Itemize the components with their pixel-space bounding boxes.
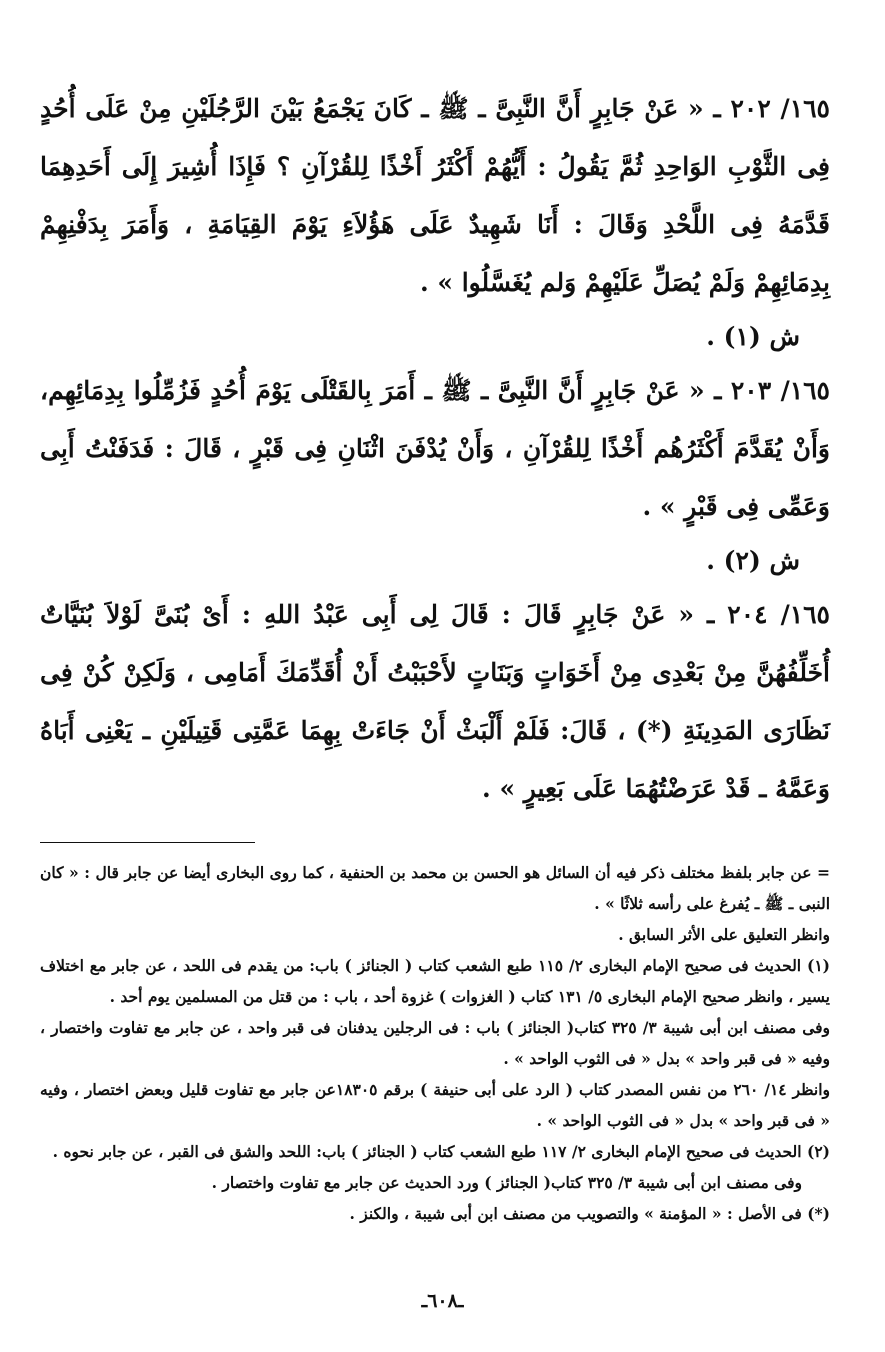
hadith-202: ١٦٥/ ٢٠٢ ـ « عَنْ جَابِرٍ أَنَّ النَّبِىَّ ـ ﷺ ـ كَانَ يَجْمَعُ بَيْنَ الرَّجُلَيْنِ مِنْ عَلَى أُحُدٍ فِى الثَّوْبِ الوَاحِدِ ثُمَّ يَقُولُ : أَيُّهُمْ أَكْثَرُ أَخْذًا لِلقُرْآنِ ؟ فَإِذَا أُشِيرَ إِلَى أَحَدِهِمَا قَدَّمَهُ فِى اللَّحْدِ وَقَالَ : أَنَا شَهِيدٌ عَلَى هَؤُلاَءِ يَوْمَ القِيَامَةِ ، وَأَمَرَ بِدَفْنِهِمْ بِدِمَائِهِمْ وَلَمْ يُصَلِّ عَلَيْهِمْ وَلم يُغَسَّلُوا » .	[40, 94, 830, 297]
footnote-line: وانظر التعليق على الأثر السابق .	[618, 925, 830, 944]
hadith-204: ١٦٥/ ٢٠٤ ـ « عَنْ جَابِرٍ قَالَ : قَالَ لِى أَبِى عَبْدُ اللهِ : أَىْ بُنَىَّ لَوْلاَ بُنَيَّاتٌ أُخَلِّفُهُنَّ مِنْ بَعْدِى مِنْ أَخَوَاتٍ وَبَنَاتٍ لأَحْبَبْتُ أَنْ أُقَدِّمَكَ أَمَامِى ، وَلَكِنْ كُنْ فِى نَظَارَى المَدِينَةِ (*) ، قَالَ: فَلَمْ أَلْبَثْ أَنْ جَاءَتْ بِهِمَا عَمَّتِى قَتِيلَيْنِ ـ يَعْنِى أَبَاهُ وَعَمَّهُ ـ قَدْ عَرَضْتُهُمَا عَلَى بَعِيرٍ » .	[40, 600, 830, 803]
page-body	[40, 80, 830, 1229]
footnote-line: وفى مصنف ابن أبى شيبة ٣/ ٣٢٥ كتاب( الجنائز ) ورد الحديث عن جابر مع تفاوت واختصار .	[211, 1173, 802, 1192]
footnote-line: وانظر ١٤/ ٢٦٠ من نفس المصدر كتاب ( الرد على أبى حنيفة ) برقم ١٨٣٠٥عن جابر مع تفاوت قليل وبعض اختصار ، وفيه « فى قبر واحد » بدل « فى الثوب الواحد » .	[40, 1080, 830, 1130]
footnote-continuation: = عن جابر بلفظ مختلف ذكر فيه أن السائل هو الحسن بن محمد بن الحنفية ، كما روى البخارى أيضا عن جابر قال : « كان النبى ـ ﷺ ـ يُفرغ على رأسه ثلاثًا » .	[40, 863, 830, 913]
hadith-203: ١٦٥/ ٢٠٣ ـ « عَنْ جَابِرٍ أَنَّ النَّبِىَّ ـ ﷺ ـ أَمَرَ بِالقَتْلَى يَوْمَ أُحُدٍ فَزُمِّلُوا بِدِمَائِهِم، وَأَنْ يُقَدَّمَ أَكْثَرُهُم أَخْذًا لِلقُرْآنِ ، وَأَنْ يُدْفَنَ اثْنَانِ فِى قَبْرٍ ، قَالَ : فَدَفَنْتُ أَبِى وَعَمِّى فِى قَبْرٍ » .	[40, 376, 830, 521]
page-number: ـ٦٠٨ـ	[421, 1290, 464, 1312]
commentary-ref-2: ش (٢) .	[706, 546, 800, 575]
footnotes	[40, 857, 830, 1229]
footnote-divider	[40, 842, 255, 843]
commentary-ref-1: ش (١) .	[706, 322, 800, 351]
footnote-asterisk: (*) فى الأصل : « المؤمنة » والتصويب من مصنف ابن أبى شيبة ، والكنز .	[349, 1204, 830, 1223]
footnote-2: (٢) الحديث فى صحيح الإمام البخارى ٢/ ١١٧ طبع الشعب كتاب ( الجنائز ) باب: اللحد والشق فى القبر ، عن جابر نحوه .	[52, 1142, 830, 1161]
footnote-1: (١) الحديث فى صحيح الإمام البخارى ٢/ ١١٥ طبع الشعب كتاب ( الجنائز ) باب: من يقدم فى اللحد ، عن جابر مع اختلاف يسير ، وانظر صحيح الإمام البخارى ٥/ ١٣١ كتاب ( الغزوات ) غزوة أحد ، باب : من قتل من المسلمين يوم أحد .	[40, 956, 830, 1006]
footnote-line: وفى مصنف ابن أبى شيبة ٣/ ٣٢٥ كتاب( الجنائز ) باب : فى الرجلين يدفنان فى قبر واحد ، عن جابر مع تفاوت واختصار ، وفيه « فى قبر واحد » بدل « فى الثوب الواحد » .	[40, 1018, 831, 1068]
main-text	[40, 80, 830, 818]
